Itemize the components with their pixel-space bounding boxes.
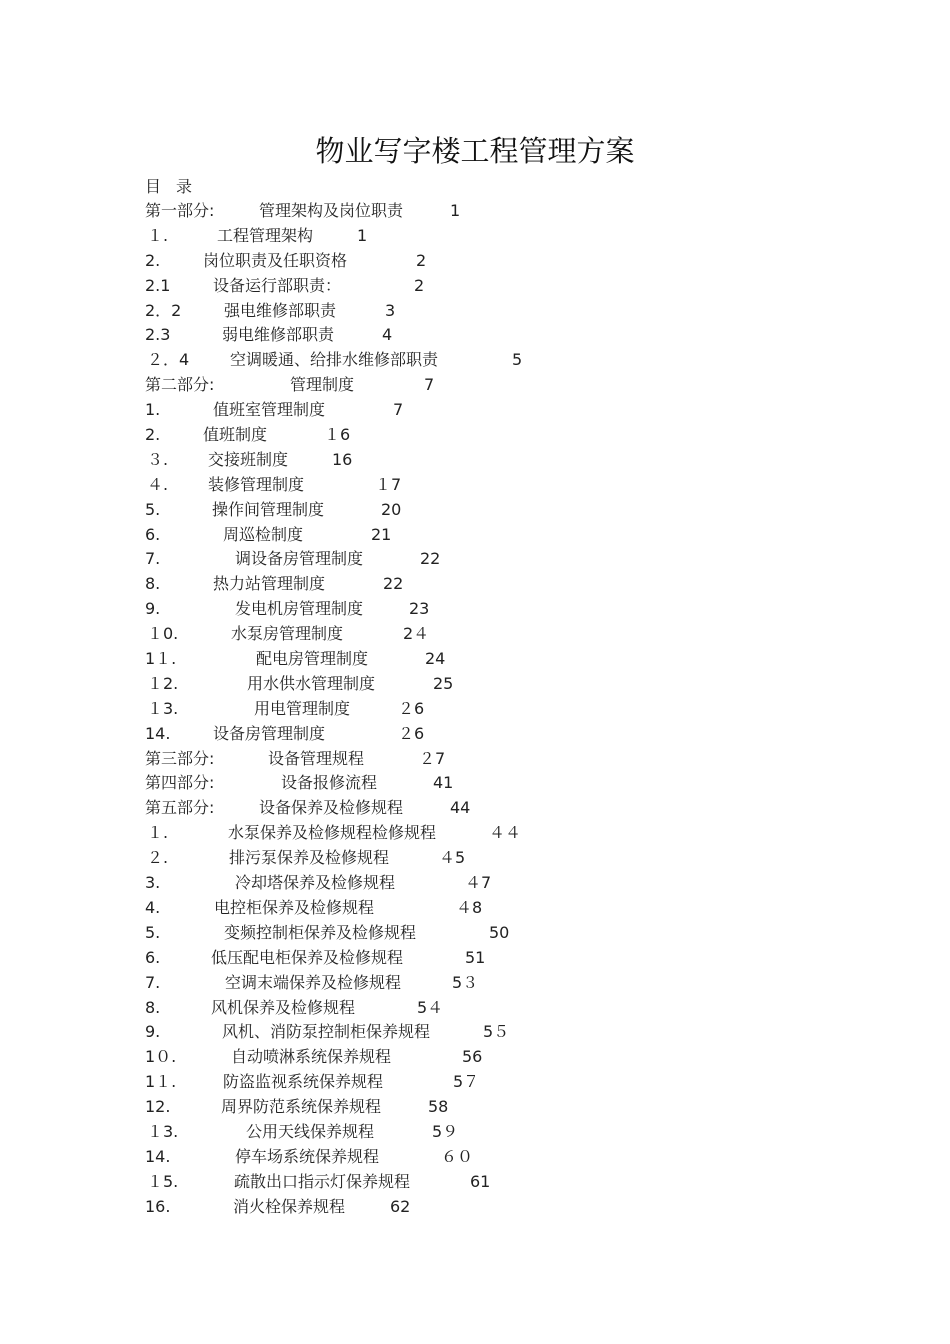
toc-row <box>0 821 950 846</box>
toc-row <box>0 348 950 373</box>
toc-page-number: 62 <box>390 1196 411 1216</box>
toc-label: 防盗监视系统保养规程 <box>223 1072 384 1092</box>
toc-number: 1. <box>145 400 161 420</box>
toc-row <box>0 996 950 1021</box>
table-of-contents <box>0 199 950 1220</box>
toc-page-number: 5３ <box>452 972 479 992</box>
toc-label: 调设备房管理制度 <box>235 549 364 569</box>
toc-row <box>0 1045 950 1070</box>
toc-label: 水泵房管理制度 <box>231 624 344 644</box>
toc-row <box>0 871 950 896</box>
toc-row <box>0 373 950 398</box>
toc-page-number: ６０ <box>441 1146 474 1166</box>
toc-page-number: ２7 <box>419 748 446 768</box>
toc-page-number: 5４ <box>417 997 444 1017</box>
toc-number: 2．2 <box>145 300 182 320</box>
toc-label: 疏散出口指示灯保养规程 <box>234 1171 411 1191</box>
toc-page-number: 44 <box>450 798 471 818</box>
toc-number: １0. <box>147 624 179 644</box>
toc-number: 7. <box>145 549 161 569</box>
toc-row <box>0 672 950 697</box>
toc-number: 16. <box>145 1196 171 1216</box>
toc-page-number: 22 <box>420 549 441 569</box>
toc-row <box>0 697 950 722</box>
toc-number: ２．4 <box>147 350 190 370</box>
toc-label: 公用天线保养规程 <box>246 1121 375 1141</box>
toc-row <box>0 1020 950 1045</box>
toc-number: 6. <box>145 524 161 544</box>
toc-row <box>0 323 950 348</box>
toc-page-number: 56 <box>462 1047 483 1067</box>
toc-number: １3. <box>147 698 179 718</box>
toc-label: 交接班制度 <box>208 449 289 469</box>
toc-number: １. <box>147 823 169 843</box>
toc-row <box>0 299 950 324</box>
toc-page-number: 1 <box>450 201 461 220</box>
toc-page-number: １7 <box>375 474 402 494</box>
toc-label: 岗位职责及任职资格 <box>203 250 348 270</box>
toc-page-number: 23 <box>409 599 430 619</box>
toc-label: 空调暖通、给排水维修部职责 <box>230 350 439 370</box>
toc-number: 9. <box>145 1022 161 1042</box>
toc-page-number: ２6 <box>398 698 425 718</box>
toc-label: 弱电维修部职责 <box>222 325 335 345</box>
toc-label: 值班室管理制度 <box>213 400 326 420</box>
toc-number: 2.3 <box>145 325 171 345</box>
toc-row <box>0 622 950 647</box>
toc-label: 周巡检制度 <box>223 524 304 544</box>
toc-heading <box>145 174 193 199</box>
toc-page-number: 1 <box>357 225 368 245</box>
toc-label: 低压配电柜保养及检修规程 <box>211 947 404 967</box>
toc-number: 2.1 <box>145 275 171 295</box>
toc-page-number: 41 <box>433 773 454 793</box>
toc-number: 7. <box>145 972 161 992</box>
toc-number: 3. <box>145 873 161 893</box>
toc-row <box>0 274 950 299</box>
toc-label: 设备保养及检修规程 <box>259 798 404 818</box>
toc-page-number: 5７ <box>453 1072 480 1092</box>
toc-page-number: 2 <box>416 250 427 270</box>
toc-label: 配电房管理制度 <box>256 649 369 669</box>
toc-number: 12. <box>145 1097 171 1117</box>
toc-page-number: ４8 <box>456 897 483 917</box>
toc-page-number: 7 <box>424 375 435 395</box>
toc-page-number: 58 <box>428 1097 449 1117</box>
toc-number: 4. <box>145 897 161 917</box>
toc-page-number: 25 <box>433 673 454 693</box>
toc-row <box>0 572 950 597</box>
toc-number: 14. <box>145 1146 171 1166</box>
toc-number: 5. <box>145 922 161 942</box>
toc-label: 设备房管理制度 <box>213 723 326 743</box>
toc-heading-char: 目 <box>145 177 163 196</box>
toc-row <box>0 398 950 423</box>
toc-label: 操作间管理制度 <box>212 499 325 519</box>
toc-label: 管理架构及岗位职责 <box>259 201 404 220</box>
toc-row <box>0 597 950 622</box>
toc-page-number: 7 <box>393 400 404 420</box>
toc-label: 风机、消防泵控制柜保养规程 <box>222 1022 431 1042</box>
toc-number: 9. <box>145 599 161 619</box>
toc-page-number: １6 <box>324 425 351 445</box>
toc-label: 水泵保养及检修规程检修规程 <box>228 823 437 843</box>
toc-label: 装修管理制度 <box>208 474 305 494</box>
toc-row <box>0 1095 950 1120</box>
toc-number: 6. <box>145 947 161 967</box>
toc-number: 14. <box>145 723 171 743</box>
toc-page-number: 21 <box>371 524 392 544</box>
toc-row <box>0 747 950 772</box>
toc-number: ３. <box>147 449 169 469</box>
toc-label: 周界防范系统保养规程 <box>221 1097 382 1117</box>
toc-page-number: ４7 <box>465 873 492 893</box>
toc-number: 2. <box>145 250 161 270</box>
toc-row <box>0 921 950 946</box>
toc-number: 8. <box>145 574 161 594</box>
toc-page-number: 2４ <box>403 624 430 644</box>
toc-label: 自动喷淋系统保养规程 <box>231 1047 392 1067</box>
toc-page-number: 16 <box>332 449 353 469</box>
toc-row <box>0 473 950 498</box>
toc-heading-char: 录 <box>176 177 194 196</box>
toc-row <box>0 896 950 921</box>
toc-label: 设备报修流程 <box>281 773 378 793</box>
toc-label: 工程管理架构 <box>217 225 314 245</box>
toc-page-number: 20 <box>381 499 402 519</box>
toc-label: 用水供水管理制度 <box>247 673 376 693</box>
toc-row <box>0 199 950 224</box>
toc-row <box>0 771 950 796</box>
toc-row <box>0 448 950 473</box>
toc-page-number: 4 <box>382 325 393 345</box>
toc-number: 第一部分: <box>145 201 215 220</box>
toc-page-number: 5 <box>512 350 523 370</box>
toc-page-number: ４４ <box>489 823 522 843</box>
toc-number: 第五部分: <box>145 798 215 818</box>
toc-row <box>0 1195 950 1220</box>
toc-number: 5. <box>145 499 161 519</box>
toc-label: 风机保养及检修规程 <box>211 997 356 1017</box>
toc-row <box>0 1170 950 1195</box>
toc-page-number: 61 <box>470 1171 491 1191</box>
toc-label: 发电机房管理制度 <box>235 599 364 619</box>
toc-row <box>0 946 950 971</box>
toc-row <box>0 722 950 747</box>
toc-page-number: 5９ <box>432 1121 459 1141</box>
toc-row <box>0 224 950 249</box>
toc-row <box>0 249 950 274</box>
document-title: 物业写字楼工程管理方案 <box>315 134 635 168</box>
toc-number: 2. <box>145 425 161 445</box>
toc-page-number: 50 <box>489 922 510 942</box>
toc-row <box>0 796 950 821</box>
toc-label: 强电维修部职责 <box>224 300 337 320</box>
toc-label: 排污泵保养及检修规程 <box>229 848 390 868</box>
toc-label: 设备管理规程 <box>268 748 365 768</box>
toc-number: 1１. <box>145 1072 177 1092</box>
toc-number: 第四部分: <box>145 773 215 793</box>
toc-label: 空调末端保养及检修规程 <box>225 972 402 992</box>
toc-row <box>0 846 950 871</box>
toc-page-number: 24 <box>425 649 446 669</box>
toc-page-number: 22 <box>383 574 404 594</box>
toc-page-number: 3 <box>385 300 396 320</box>
toc-row <box>0 647 950 672</box>
toc-number: １. <box>147 225 169 245</box>
toc-row <box>0 1070 950 1095</box>
toc-page-number: ４5 <box>439 848 466 868</box>
toc-number: １5. <box>147 1171 179 1191</box>
toc-page-number: 5５ <box>483 1022 510 1042</box>
toc-row <box>0 523 950 548</box>
toc-label: 用电管理制度 <box>254 698 351 718</box>
toc-row <box>0 1145 950 1170</box>
toc-number: 第二部分: <box>145 375 215 395</box>
toc-label: 热力站管理制度 <box>213 574 326 594</box>
toc-number: 1０. <box>145 1047 177 1067</box>
toc-row <box>0 971 950 996</box>
toc-row <box>0 1120 950 1145</box>
toc-label: 管理制度 <box>290 375 355 395</box>
toc-page-number: 2 <box>414 275 425 295</box>
toc-row <box>0 423 950 448</box>
toc-label: 变频控制柜保养及检修规程 <box>224 922 417 942</box>
toc-number: 8. <box>145 997 161 1017</box>
toc-number: １2. <box>147 673 179 693</box>
toc-label: 值班制度 <box>203 425 268 445</box>
toc-number: ４. <box>147 474 169 494</box>
toc-number: 第三部分: <box>145 748 215 768</box>
toc-page-number: 51 <box>465 947 486 967</box>
toc-number: 1１. <box>145 649 177 669</box>
toc-label: 电控柜保养及检修规程 <box>214 897 375 917</box>
toc-label: 停车场系统保养规程 <box>235 1146 380 1166</box>
toc-label: 冷却塔保养及检修规程 <box>235 873 396 893</box>
toc-number: ２. <box>147 848 169 868</box>
toc-label: 消火栓保养规程 <box>233 1196 346 1216</box>
toc-number: １3. <box>147 1121 179 1141</box>
toc-row <box>0 547 950 572</box>
toc-row <box>0 498 950 523</box>
toc-label: 设备运行部职责： <box>213 275 342 295</box>
toc-page-number: ２6 <box>398 723 425 743</box>
